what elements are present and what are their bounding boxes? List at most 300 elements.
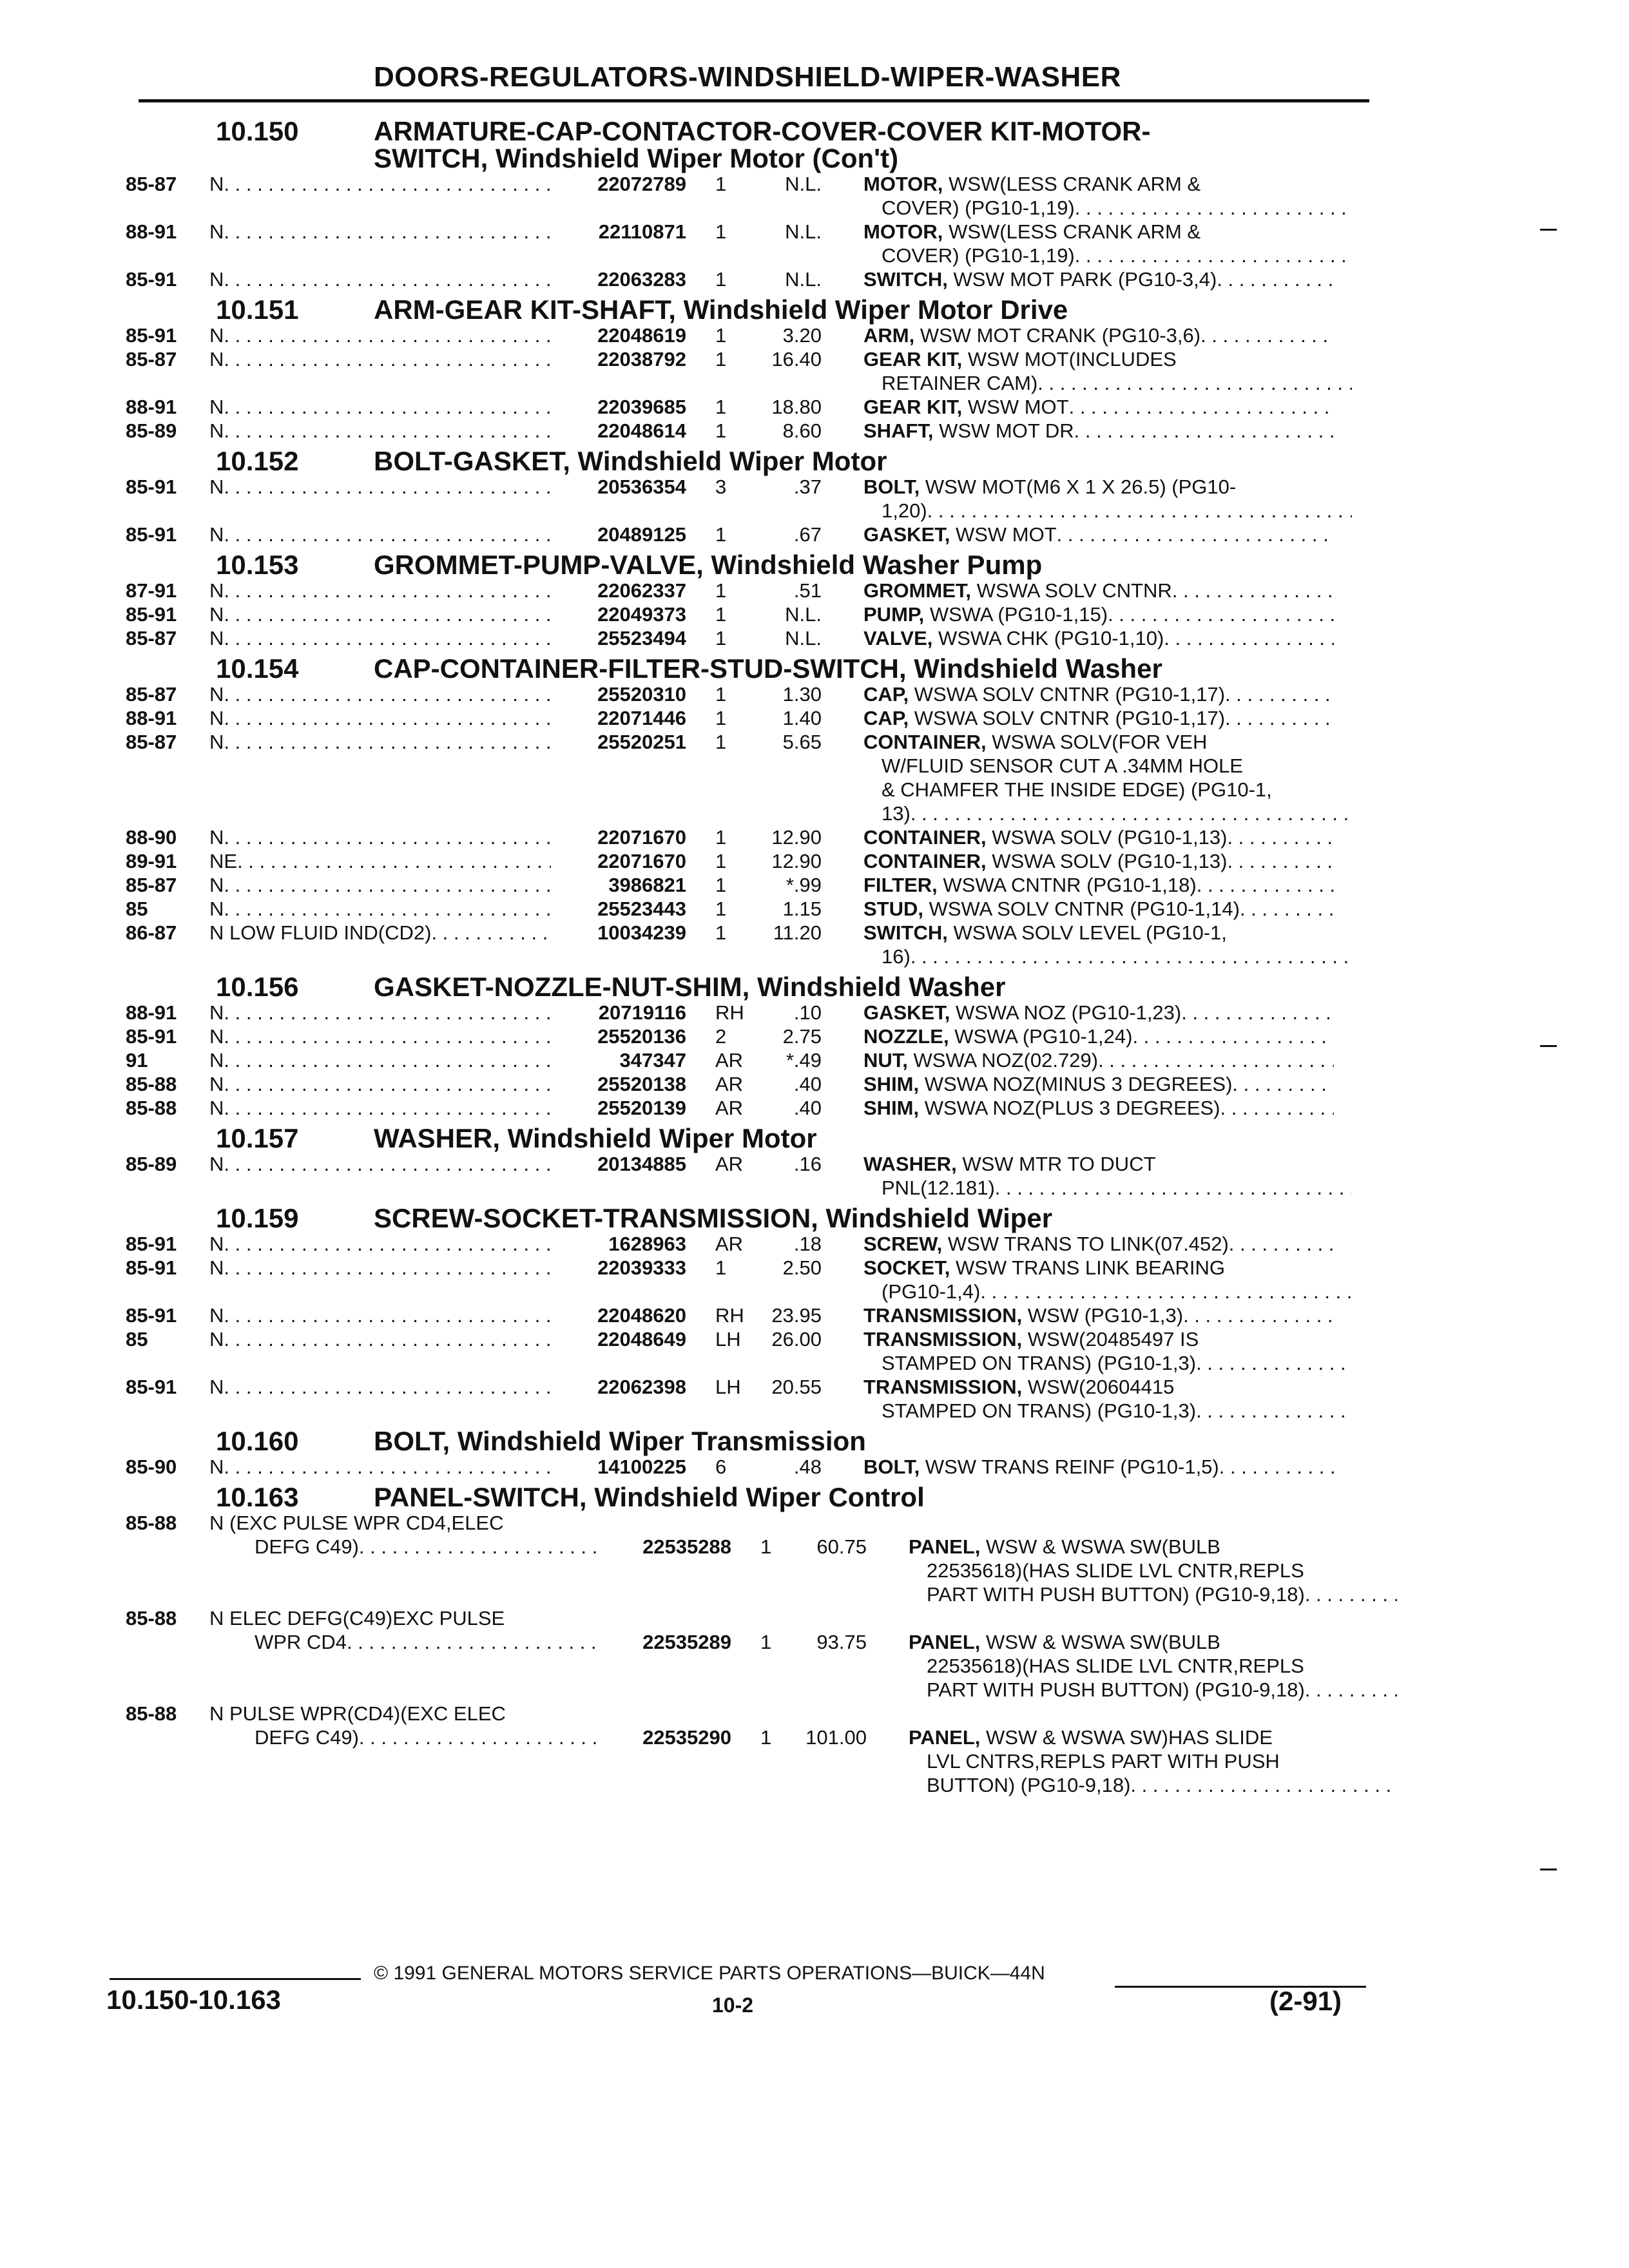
description-text: 13) — [882, 802, 911, 825]
section-heading — [126, 1428, 1376, 1455]
application-note — [209, 1001, 551, 1024]
part-row — [126, 220, 1376, 267]
description-text: WSWA SOLV (PG10-1,13) — [986, 850, 1228, 872]
description-line — [863, 945, 1352, 968]
description-line — [863, 371, 1352, 395]
price: 1.30 — [782, 683, 822, 706]
description-text: WSWA SOLV LEVEL (PG10-1, — [947, 921, 1227, 944]
price: .10 — [793, 1001, 822, 1024]
application-note — [209, 1606, 725, 1630]
application-text: WPR CD4 — [255, 1631, 347, 1653]
part-row — [126, 395, 1376, 419]
leader-dots — [1240, 897, 1334, 921]
application-text: DEFG C49) — [255, 1535, 359, 1558]
application-text: N — [209, 1073, 224, 1095]
quantity: AR — [715, 1049, 744, 1072]
description-line — [863, 897, 1334, 921]
price: .37 — [793, 476, 822, 498]
leader-dots — [224, 419, 551, 443]
margin-tick — [1540, 1045, 1557, 1047]
section-heading — [126, 118, 1376, 172]
part-number: 22048614 — [597, 419, 686, 442]
application-note — [209, 1725, 596, 1749]
section-heading — [126, 1484, 1376, 1511]
application-text: N — [209, 898, 224, 920]
leader-dots — [1232, 1072, 1334, 1096]
leader-dots — [224, 220, 551, 244]
description-line — [863, 1072, 1334, 1096]
model-years: 85-91 — [126, 1376, 177, 1398]
section-title: CAP-CONTAINER-FILTER-STUD-SWITCH, Windshield Washer — [374, 653, 1162, 684]
part-description — [863, 1096, 1334, 1120]
part-row — [126, 172, 1376, 220]
description-text: WSW MOT — [950, 523, 1057, 546]
model-years: 85-91 — [126, 1233, 177, 1255]
description-line — [863, 1152, 1334, 1176]
application-text: N — [209, 707, 224, 729]
application-note — [209, 897, 551, 921]
footer-revision-date: (2-91) — [1269, 1986, 1342, 2016]
part-description — [863, 267, 1334, 291]
price: N.L. — [785, 220, 822, 243]
section-title: SCREW-SOCKET-TRANSMISSION, Windshield Wiper — [374, 1203, 1053, 1233]
part-description — [863, 419, 1334, 443]
application-note — [209, 1375, 551, 1399]
part-name: CONTAINER, — [863, 826, 987, 849]
part-row — [126, 1024, 1376, 1048]
description-text: PNL(12.181) — [882, 1177, 995, 1199]
model-years: 88-91 — [126, 396, 177, 418]
leader-dots — [224, 825, 551, 849]
part-row — [126, 579, 1376, 602]
quantity: AR — [715, 1153, 744, 1175]
part-row — [126, 1375, 1376, 1423]
leader-dots — [1220, 1096, 1335, 1120]
application-text: N — [209, 1153, 224, 1175]
parts-section — [126, 1205, 1376, 1423]
section-title: WASHER, Windshield Wiper Motor — [374, 1123, 817, 1153]
application-note — [209, 395, 551, 419]
part-description — [863, 347, 1334, 395]
part-row — [126, 267, 1376, 291]
leader-dots — [911, 945, 1352, 968]
leader-dots — [1181, 1001, 1334, 1024]
part-name: PANEL, — [909, 1726, 981, 1749]
part-number: 20719116 — [598, 1001, 686, 1024]
part-row — [126, 706, 1376, 730]
application-text: DEFG C49) — [255, 1726, 359, 1749]
price: 2.50 — [782, 1256, 822, 1279]
leader-dots — [224, 1048, 551, 1072]
quantity: LH — [715, 1376, 741, 1398]
description-line — [863, 523, 1334, 546]
part-number: 20489125 — [597, 523, 686, 546]
part-description — [863, 523, 1334, 546]
leader-dots — [1069, 395, 1334, 419]
part-name: GASKET, — [863, 523, 950, 546]
description-line — [863, 706, 1334, 730]
part-number: 14100225 — [597, 1456, 686, 1478]
part-name: SCREW, — [863, 1233, 943, 1255]
part-name: STUD, — [863, 898, 923, 920]
application-text: N — [209, 523, 224, 546]
leader-dots — [1225, 682, 1334, 706]
leader-dots — [1108, 602, 1334, 626]
part-number: 347347 — [619, 1049, 686, 1072]
quantity: 1 — [715, 348, 727, 370]
application-text: NE — [209, 850, 238, 872]
section-number: 10.157 — [216, 1123, 299, 1153]
section-number: 10.150 — [216, 116, 299, 146]
model-years: 85-88 — [126, 1073, 177, 1095]
section-heading — [126, 552, 1376, 579]
margin-tick — [1540, 229, 1557, 231]
part-number: 22063283 — [597, 268, 686, 291]
part-number: 25520251 — [597, 731, 686, 753]
description-text: WSW(LESS CRANK ARM & — [943, 173, 1201, 195]
description-text: & CHAMFER THE INSIDE EDGE) (PG10-1, — [882, 778, 1272, 801]
price: 93.75 — [816, 1631, 867, 1653]
part-description — [863, 1256, 1334, 1303]
part-row — [126, 523, 1376, 546]
part-row — [126, 1152, 1376, 1200]
model-years: 88-90 — [126, 826, 177, 849]
description-line — [863, 419, 1334, 443]
leader-dots — [1074, 419, 1334, 443]
description-text: 16) — [882, 945, 911, 968]
model-years: 85-88 — [126, 1512, 177, 1534]
part-row — [126, 730, 1376, 825]
leader-dots — [1172, 579, 1334, 602]
leader-dots — [1305, 1582, 1397, 1606]
description-text: WSWA SOLV(FOR VEH — [986, 731, 1208, 753]
part-row-prefix — [126, 1702, 1376, 1725]
leader-dots — [224, 323, 551, 347]
description-text: WSW(LESS CRANK ARM & — [943, 220, 1201, 243]
application-note — [209, 579, 551, 602]
leader-dots — [224, 1327, 551, 1351]
leader-dots — [359, 1535, 596, 1559]
part-number: 3986821 — [608, 874, 686, 896]
price: *.49 — [786, 1049, 822, 1072]
part-number: 22071670 — [597, 850, 686, 872]
part-number: 22039685 — [597, 396, 686, 418]
quantity: 1 — [715, 603, 727, 626]
parts-section — [126, 974, 1376, 1120]
application-text: N — [209, 579, 224, 602]
quantity: 1 — [715, 396, 727, 418]
part-description — [863, 1024, 1334, 1048]
quantity: 1 — [715, 683, 727, 706]
description-text: WSWA SOLV CNTNR (PG10-1,17) — [909, 683, 1226, 706]
price: .16 — [793, 1153, 822, 1175]
price: 18.80 — [771, 396, 822, 418]
section-number: 10.156 — [216, 972, 299, 1002]
quantity: 1 — [715, 268, 727, 291]
price: .48 — [793, 1456, 822, 1478]
quantity: 1 — [715, 731, 727, 753]
part-description — [863, 475, 1334, 523]
application-text: N — [209, 1097, 224, 1119]
description-line — [863, 1399, 1352, 1423]
part-number: 22049373 — [597, 603, 686, 626]
application-note — [209, 1303, 551, 1327]
model-years: 85-88 — [126, 1607, 177, 1629]
application-text: N — [209, 396, 224, 418]
part-name: GEAR KIT, — [863, 348, 963, 370]
description-line — [863, 172, 1334, 196]
part-number: 22535288 — [642, 1535, 731, 1558]
leader-dots — [1197, 873, 1334, 897]
leader-dots — [1098, 1048, 1334, 1072]
description-line — [863, 1303, 1334, 1327]
application-note — [209, 475, 551, 499]
application-note — [209, 220, 551, 244]
part-name: PANEL, — [909, 1535, 981, 1558]
part-description — [863, 873, 1334, 897]
part-number: 22110871 — [598, 220, 686, 243]
application-note — [209, 1232, 551, 1256]
part-row — [126, 475, 1376, 523]
quantity: AR — [715, 1233, 744, 1255]
section-title: ARM-GEAR KIT-SHAFT, Windshield Wiper Motor Drive — [374, 294, 1068, 325]
part-number: 22071446 — [597, 707, 686, 729]
footer-copyright: © 1991 GENERAL MOTORS SERVICE PARTS OPERATIONS—BUICK—44N — [374, 1963, 1045, 1984]
leader-dots — [224, 1152, 551, 1176]
part-row — [126, 1256, 1376, 1303]
leader-dots — [1229, 1232, 1334, 1256]
application-text: N — [209, 173, 224, 195]
leader-dots — [1196, 1399, 1352, 1423]
part-row — [126, 825, 1376, 849]
quantity: 1 — [715, 220, 727, 243]
parts-section — [126, 552, 1376, 650]
quantity: 1 — [715, 1256, 727, 1279]
application-note — [209, 419, 551, 443]
model-years: 85-91 — [126, 1025, 177, 1048]
part-name: GEAR KIT, — [863, 396, 963, 418]
description-text: WSW MOT DR — [933, 419, 1074, 442]
description-line — [863, 1048, 1334, 1072]
price: N.L. — [785, 603, 822, 626]
part-number: 25520139 — [597, 1097, 686, 1119]
description-line — [863, 921, 1334, 945]
quantity: LH — [715, 1328, 741, 1350]
description-text: WSWA (PG10-1,24) — [949, 1025, 1133, 1048]
part-number: 25520310 — [597, 683, 686, 706]
part-name: ARM, — [863, 324, 915, 347]
part-name: MOTOR, — [863, 173, 943, 195]
description-text: WSWA CHK (PG10-1,10) — [932, 627, 1164, 649]
quantity: 1 — [715, 627, 727, 649]
section-title: BOLT-GASKET, Windshield Wiper Motor — [374, 446, 887, 476]
application-text: N (EXC PULSE WPR CD4,ELEC — [209, 1512, 504, 1534]
part-description — [863, 1152, 1334, 1200]
model-years: 88-91 — [126, 707, 177, 729]
price: 23.95 — [771, 1304, 822, 1327]
part-name: VALVE, — [863, 627, 933, 649]
price: .40 — [793, 1073, 822, 1095]
parts-section — [126, 296, 1376, 443]
leader-dots — [980, 1280, 1352, 1303]
part-number: 1628963 — [608, 1233, 686, 1255]
application-note — [209, 1702, 725, 1725]
part-number: 25523494 — [597, 627, 686, 649]
leader-dots — [995, 1176, 1352, 1200]
part-number: 22062398 — [597, 1376, 686, 1398]
quantity: 3 — [715, 476, 727, 498]
part-name: GROMMET, — [863, 579, 972, 602]
part-row — [126, 1072, 1376, 1096]
leader-dots — [1130, 1773, 1397, 1797]
price: 12.90 — [771, 826, 822, 849]
part-name: BOLT, — [863, 1456, 920, 1478]
leader-dots — [1305, 1678, 1397, 1702]
application-note — [209, 172, 551, 196]
leader-dots — [224, 1096, 551, 1120]
description-text: WSW MOT CRANK (PG10-3,6) — [914, 324, 1201, 347]
part-row — [126, 1455, 1376, 1479]
description-line — [909, 1773, 1397, 1797]
quantity: 1 — [715, 921, 727, 944]
part-description — [863, 706, 1334, 730]
quantity: 1 — [715, 523, 727, 546]
part-description — [909, 1725, 1379, 1797]
application-text: N — [209, 731, 224, 753]
model-years: 85-91 — [126, 324, 177, 347]
footer-page-number: 10-2 — [712, 1994, 754, 2017]
application-text: N — [209, 1328, 224, 1350]
part-row — [126, 1630, 1376, 1702]
leader-dots — [224, 267, 551, 291]
part-number: 22071670 — [597, 826, 686, 849]
description-line — [863, 499, 1352, 523]
part-description — [863, 730, 1334, 825]
part-row — [126, 873, 1376, 897]
parts-section — [126, 118, 1376, 291]
description-text: WSW & WSWA SW(BULB — [980, 1535, 1220, 1558]
description-line — [909, 1535, 1379, 1559]
part-name: SHIM, — [863, 1073, 920, 1095]
application-note — [209, 1024, 551, 1048]
description-line — [863, 778, 1334, 802]
part-name: GASKET, — [863, 1001, 950, 1024]
description-text: COVER) (PG10-1,19) — [882, 197, 1075, 219]
part-number: 22062337 — [597, 579, 686, 602]
part-description — [863, 579, 1334, 602]
leader-dots — [224, 602, 551, 626]
quantity: 2 — [715, 1025, 727, 1048]
model-years: 85-91 — [126, 603, 177, 626]
price: 8.60 — [782, 419, 822, 442]
description-line — [863, 1375, 1334, 1399]
price: .18 — [793, 1233, 822, 1255]
model-years: 86-87 — [126, 921, 177, 944]
application-text: N — [209, 419, 224, 442]
description-line — [863, 1280, 1352, 1303]
part-description — [863, 849, 1334, 873]
part-name: SWITCH, — [863, 921, 948, 944]
leader-dots — [1057, 523, 1334, 546]
quantity: 6 — [715, 1456, 727, 1478]
section-title: GROMMET-PUMP-VALVE, Windshield Washer Pump — [374, 550, 1043, 580]
leader-dots — [224, 1455, 551, 1479]
price: N.L. — [785, 627, 822, 649]
model-years: 85-90 — [126, 1456, 177, 1478]
leader-dots — [224, 1303, 551, 1327]
part-row — [126, 347, 1376, 395]
quantity: 1 — [760, 1726, 772, 1749]
description-line — [863, 196, 1352, 220]
part-row — [126, 682, 1376, 706]
description-line — [863, 323, 1334, 347]
model-years: 85-91 — [126, 1256, 177, 1279]
description-text: WSW TRANS LINK BEARING — [950, 1256, 1225, 1279]
quantity: 1 — [715, 826, 727, 849]
part-description — [863, 682, 1334, 706]
application-text: N — [209, 324, 224, 347]
leader-dots — [927, 499, 1352, 523]
quantity: RH — [715, 1304, 744, 1327]
application-note — [209, 730, 551, 754]
description-text: RETAINER CAM) — [882, 372, 1038, 394]
description-line — [863, 730, 1334, 754]
parts-section — [126, 1125, 1376, 1200]
quantity: AR — [715, 1073, 744, 1095]
parts-list — [126, 113, 1376, 1797]
description-line — [863, 754, 1334, 778]
model-years: 85-87 — [126, 683, 177, 706]
application-text: N — [209, 826, 224, 849]
part-row — [126, 602, 1376, 626]
description-line — [863, 1256, 1334, 1280]
description-text: WSWA CNTNR (PG10-1,18) — [937, 874, 1197, 896]
leader-dots — [224, 475, 551, 499]
description-line — [863, 395, 1334, 419]
model-years: 85-87 — [126, 874, 177, 896]
part-name: SOCKET, — [863, 1256, 950, 1279]
leader-dots — [1037, 371, 1352, 395]
section-heading — [126, 296, 1376, 323]
quantity: 1 — [715, 173, 727, 195]
part-description — [863, 395, 1334, 419]
part-name: CAP, — [863, 707, 909, 729]
part-name: TRANSMISSION, — [863, 1304, 1023, 1327]
model-years: 85-89 — [126, 1153, 177, 1175]
description-text: WSW TRANS REINF (PG10-1,5) — [920, 1456, 1219, 1478]
part-number: 22048619 — [597, 324, 686, 347]
model-years: 88-91 — [126, 220, 177, 243]
description-text: STAMPED ON TRANS) (PG10-1,3) — [882, 1352, 1197, 1374]
part-description — [863, 1327, 1334, 1375]
part-name: BOLT, — [863, 476, 920, 498]
application-note — [209, 347, 551, 371]
price: N.L. — [785, 173, 822, 195]
part-row-prefix — [126, 1511, 1376, 1535]
part-row — [126, 626, 1376, 650]
application-text: N ELEC DEFG(C49)EXC PULSE — [209, 1607, 505, 1629]
part-name: CONTAINER, — [863, 731, 987, 753]
description-line — [863, 475, 1334, 499]
part-name: FILTER, — [863, 874, 938, 896]
description-text: WSWA SOLV CNTNR (PG10-1,14) — [923, 898, 1240, 920]
application-note — [209, 602, 551, 626]
leader-dots — [224, 1024, 551, 1048]
description-text: WSW MOT — [962, 396, 1069, 418]
part-row — [126, 1725, 1376, 1797]
model-years: 87-91 — [126, 579, 177, 602]
price: 16.40 — [771, 348, 822, 370]
